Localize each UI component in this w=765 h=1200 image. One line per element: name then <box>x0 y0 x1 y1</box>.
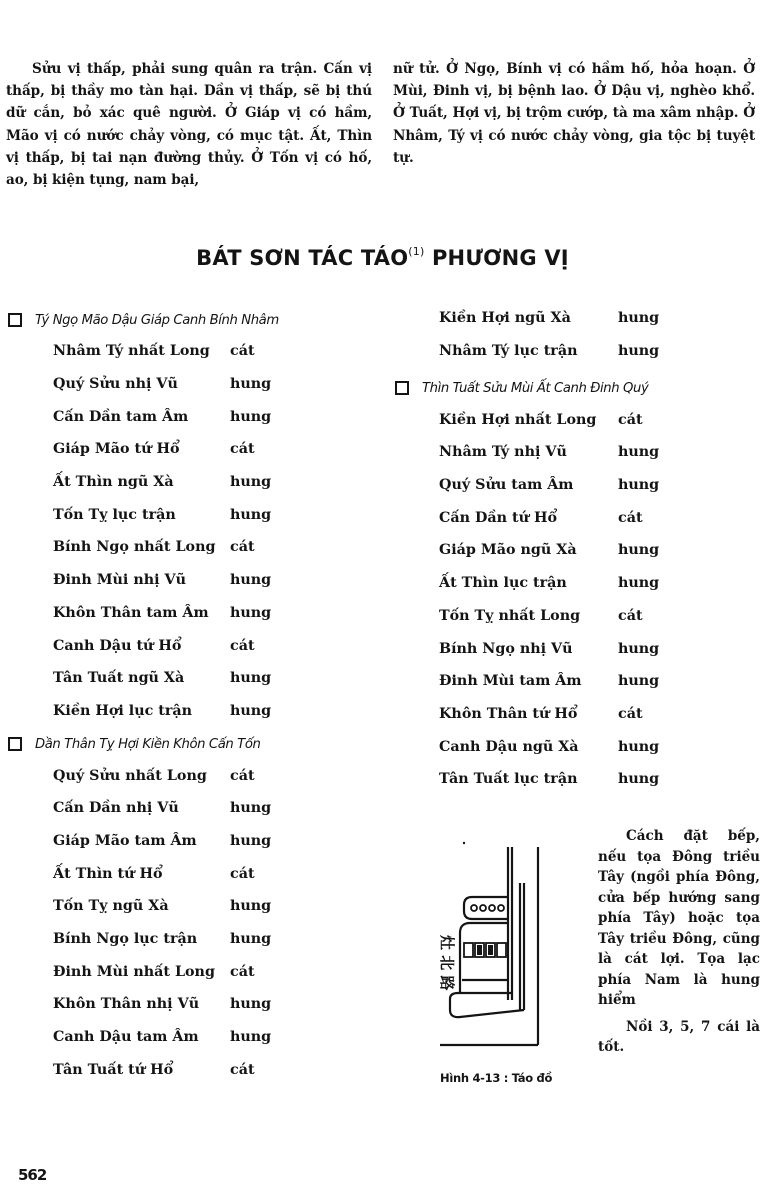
verdict: cát <box>230 343 255 360</box>
table-row <box>8 759 378 792</box>
verdict: hung <box>230 996 272 1013</box>
verdict: hung <box>618 738 660 755</box>
position-name: Đinh Mùi nhị Vũ <box>53 572 187 589</box>
table-row <box>8 695 378 728</box>
table-row <box>8 629 378 662</box>
table-row <box>395 730 765 763</box>
verdict: hung <box>230 604 272 621</box>
verdict: hung <box>618 771 660 788</box>
table-row <box>8 531 378 564</box>
intro-paragraph-left: Sửu vị thấp, phải sung quân ra trận. Cấn vị thấp, bị thầy mo tàn hại. Dần vị thấp, sẽ bị thú dữ cắn, bỏ xác quê người. Ở Giáp vị có hầm, Mão vị có nước chảy vòng, có mục tật. Ất, Thìn vị thấp, bị tai nạn đường thủy. Ở Tốn vị có hố, ao, bị kiện tụng, nam bại, <box>6 61 372 189</box>
position-name: Tốn Tỵ nhất Long <box>439 607 581 624</box>
position-name: Quý Sửu tam Âm <box>439 477 574 494</box>
verdict: cát <box>230 865 255 882</box>
table-row <box>395 632 765 665</box>
verdict: hung <box>618 444 660 461</box>
table-row <box>395 567 765 600</box>
verdict: hung <box>230 800 272 817</box>
left-column <box>8 305 378 1086</box>
position-name: Kiền Hợi lục trận <box>53 702 193 719</box>
position-name: Đinh Mùi tam Âm <box>439 673 582 690</box>
position-name: Khôn Thân nhị Vũ <box>53 996 200 1013</box>
table-row <box>8 1021 378 1054</box>
table-row <box>8 955 378 988</box>
verdict: hung <box>230 832 272 849</box>
position-name: Tốn Tỵ ngũ Xà <box>53 898 169 915</box>
table-row <box>8 498 378 531</box>
group-heading-text: Dần Thân Tỵ Hợi Kiền Khôn Cấn Tốn <box>35 736 261 752</box>
position-name: Giáp Mão ngũ Xà <box>439 542 577 559</box>
checkbox-square-icon <box>8 313 22 327</box>
verdict: hung <box>230 931 272 948</box>
intro-column-left <box>6 58 372 191</box>
verdict: hung <box>230 474 272 491</box>
verdict: hung <box>230 408 272 425</box>
verdict: hung <box>618 575 660 592</box>
table-row <box>8 988 378 1021</box>
position-name: Tân Tuất ngũ Xà <box>53 670 185 687</box>
verdict: cát <box>618 411 643 428</box>
verdict: hung <box>230 670 272 687</box>
table-row <box>395 335 765 368</box>
verdict: cát <box>230 539 255 556</box>
table-row <box>8 662 378 695</box>
table-row <box>395 665 765 698</box>
stove-diagram-figure <box>430 835 570 1060</box>
position-name: Nhâm Tý nhất Long <box>53 343 210 360</box>
position-name: Khôn Thân tam Âm <box>53 604 209 621</box>
verdict: cát <box>618 509 643 526</box>
position-name: Canh Dậu tứ Hổ <box>53 637 182 654</box>
table-row <box>8 466 378 499</box>
position-name: Tốn Tỵ lục trận <box>53 506 176 523</box>
position-name: Cấn Dần tứ Hổ <box>439 509 558 526</box>
group-heading-text: Tý Ngọ Mão Dậu Giáp Canh Bính Nhâm <box>35 312 279 328</box>
table-row <box>8 400 378 433</box>
verdict: cát <box>618 607 643 624</box>
position-name: Bính Ngọ nhất Long <box>53 539 216 556</box>
table-row <box>8 890 378 923</box>
section-title <box>0 246 765 270</box>
table-row <box>8 368 378 401</box>
verdict: cát <box>230 441 255 458</box>
group-heading <box>8 729 378 759</box>
verdict: cát <box>618 705 643 722</box>
verdict: hung <box>230 702 272 719</box>
verdict: hung <box>230 572 272 589</box>
verdict: hung <box>230 1029 272 1046</box>
table-row <box>8 857 378 890</box>
figure-glyphs: 灶 北 路 <box>438 935 456 991</box>
group-heading <box>8 305 378 335</box>
position-name: Quý Sửu nhị Vũ <box>53 376 178 393</box>
footnote-mark: (1) <box>408 245 425 258</box>
position-name: Kiền Hợi nhất Long <box>439 411 597 428</box>
stove-diagram-icon <box>430 835 570 1060</box>
position-name: Đinh Mùi nhất Long <box>53 963 215 980</box>
table-row <box>395 698 765 731</box>
intro-column-right <box>393 58 755 169</box>
table-row <box>8 564 378 597</box>
table-row <box>395 469 765 502</box>
table-row <box>8 335 378 368</box>
position-name: Kiền Hợi ngũ Xà <box>439 310 571 327</box>
table-row <box>395 436 765 469</box>
verdict: cát <box>230 963 255 980</box>
position-name: Giáp Mão tam Âm <box>53 832 197 849</box>
position-name: Ất Thìn lục trận <box>439 575 567 592</box>
side-paragraph-2: Nồi 3, 5, 7 cái là tốt. <box>598 1018 760 1055</box>
table-row <box>8 792 378 825</box>
table-row <box>8 923 378 956</box>
table-row <box>8 597 378 630</box>
verdict: hung <box>230 898 272 915</box>
position-name: Giáp Mão tứ Hổ <box>53 441 180 458</box>
position-name: Tân Tuất lục trận <box>439 771 578 788</box>
position-name: Nhâm Tý nhị Vũ <box>439 444 567 461</box>
side-text <box>598 826 760 1058</box>
verdict: hung <box>618 477 660 494</box>
verdict: cát <box>230 637 255 654</box>
position-name: Khôn Thân tứ Hổ <box>439 705 578 722</box>
side-paragraph-1: Cách đặt bếp, nếu tọa Đông triều Tây (ngồi phía Đông, cửa bếp hướng sang phía Tây) hoặc tọa Tây triều Đông, cũng là cát lợi. Tọa lạc phía Nam là hung hiểm <box>598 828 760 1008</box>
position-name: Ất Thìn tứ Hổ <box>53 865 163 882</box>
right-column <box>395 302 765 796</box>
verdict: cát <box>230 1061 255 1078</box>
verdict: hung <box>618 310 660 327</box>
verdict: hung <box>230 506 272 523</box>
table-row <box>395 302 765 335</box>
position-name: Ất Thìn ngũ Xà <box>53 474 174 491</box>
table-row <box>395 763 765 796</box>
position-name: Cấn Dần nhị Vũ <box>53 800 179 817</box>
verdict: hung <box>618 673 660 690</box>
verdict: hung <box>618 640 660 657</box>
position-name: Tân Tuất tứ Hổ <box>53 1061 174 1078</box>
table-row <box>8 825 378 858</box>
position-name: Bính Ngọ lục trận <box>53 931 198 948</box>
table-row <box>395 600 765 633</box>
intro-paragraph-right: nữ tử. Ở Ngọ, Bính vị có hầm hố, hỏa hoạn. Ở Mùi, Đinh vị, bị bệnh lao. Ở Dậu vị, nghèo khổ. Ở Tuất, Hợi vị, bị trộm cướp, tà ma xâm nhập. Ở Nhâm, Tý vị có nước chảy vòng, gia tộc bị tuyệt tự. <box>393 61 755 166</box>
table-row <box>395 403 765 436</box>
verdict: cát <box>230 767 255 784</box>
position-name: Nhâm Tý lục trận <box>439 343 578 360</box>
position-name: Cấn Dần tam Âm <box>53 408 189 425</box>
figure-caption: Hình 4-13 : Táo đồ <box>440 1071 553 1085</box>
table-row <box>395 534 765 567</box>
group-heading-text: Thìn Tuất Sửu Mùi Ất Canh Đinh Quý <box>422 380 649 396</box>
position-name: Quý Sửu nhất Long <box>53 767 207 784</box>
verdict: hung <box>618 343 660 360</box>
verdict: hung <box>618 542 660 559</box>
table-row <box>395 501 765 534</box>
verdict: hung <box>230 376 272 393</box>
group-heading <box>395 373 765 403</box>
position-name: Bính Ngọ nhị Vũ <box>439 640 573 657</box>
section-title-text: BÁT SƠN TÁC TÁO <box>196 246 409 270</box>
position-name: Canh Dậu tam Âm <box>53 1029 199 1046</box>
checkbox-square-icon <box>8 737 22 751</box>
page-number: 562 <box>18 1166 47 1184</box>
section-title-suffix: PHƯƠNG VỊ <box>424 246 569 270</box>
table-row <box>8 433 378 466</box>
checkbox-square-icon <box>395 381 409 395</box>
position-name: Canh Dậu ngũ Xà <box>439 738 579 755</box>
table-row <box>8 1053 378 1086</box>
